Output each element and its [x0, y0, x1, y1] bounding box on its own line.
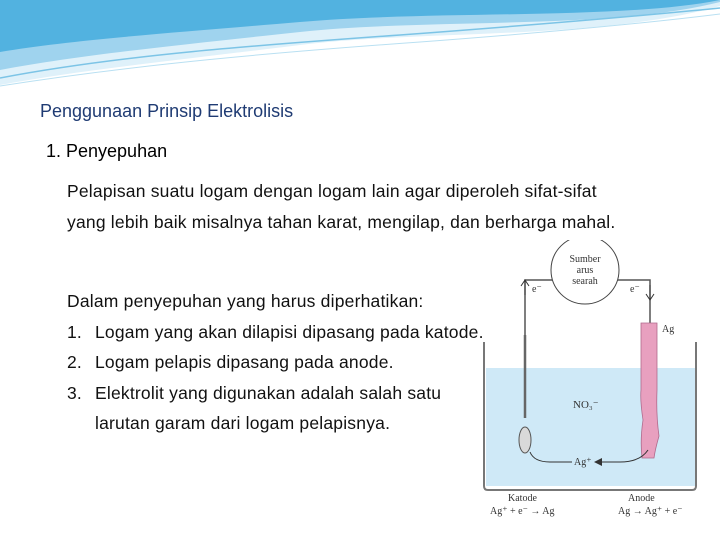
anode-label: Anode: [628, 493, 655, 504]
electroplating-diagram: [470, 240, 720, 540]
list-number: 2.: [67, 352, 82, 372]
section-heading: 1. Penyepuhan: [46, 141, 168, 161]
source-label-3: searah: [572, 276, 598, 287]
electron-label-left: e⁻: [532, 284, 542, 295]
spoon-cathode: [519, 427, 531, 453]
notes-list: [67, 286, 487, 439]
source-label-2: arus: [576, 265, 594, 276]
header-wave-decoration: [0, 0, 720, 95]
electrolyte-solution: [486, 368, 696, 486]
anode-reaction: Ag → Ag⁺ + e⁻: [618, 506, 683, 517]
anode-metal-label: Ag: [662, 324, 675, 335]
cathode-label: Katode: [508, 493, 537, 504]
list-text: Logam pelapis dipasang pada anode.: [95, 352, 394, 372]
list-text: Elektrolit yang digunakan adalah salah satu larutan garam dari logam pelapisnya.: [95, 382, 442, 433]
source-label-1: Sumber: [569, 254, 601, 265]
notes-heading: Dalam penyepuhan yang harus diperhatikan:: [67, 291, 424, 311]
definition-text: Pelapisan suatu logam dengan logam lain agar diperoleh sifat-sifat yang lebih baik misalnya tahan karat, mengilap, dan berharga mahal.: [67, 181, 616, 232]
anion-label: NO₃⁻: [573, 399, 599, 411]
list-text: Logam yang akan dilapisi dipasang pada katode.: [95, 321, 484, 342]
electron-label-right: e⁻: [630, 284, 640, 295]
list-number: 3.: [67, 382, 82, 403]
list-item: [67, 317, 487, 348]
silver-anode: [641, 323, 659, 458]
cation-label: Ag⁺: [574, 457, 592, 468]
list-number: 1.: [67, 321, 82, 342]
list-item: [67, 378, 487, 439]
cathode-reaction: Ag⁺ + e⁻ → Ag: [490, 506, 555, 517]
page-title: Penggunaan Prinsip Elektrolisis: [40, 101, 294, 121]
list-item: [67, 347, 487, 378]
